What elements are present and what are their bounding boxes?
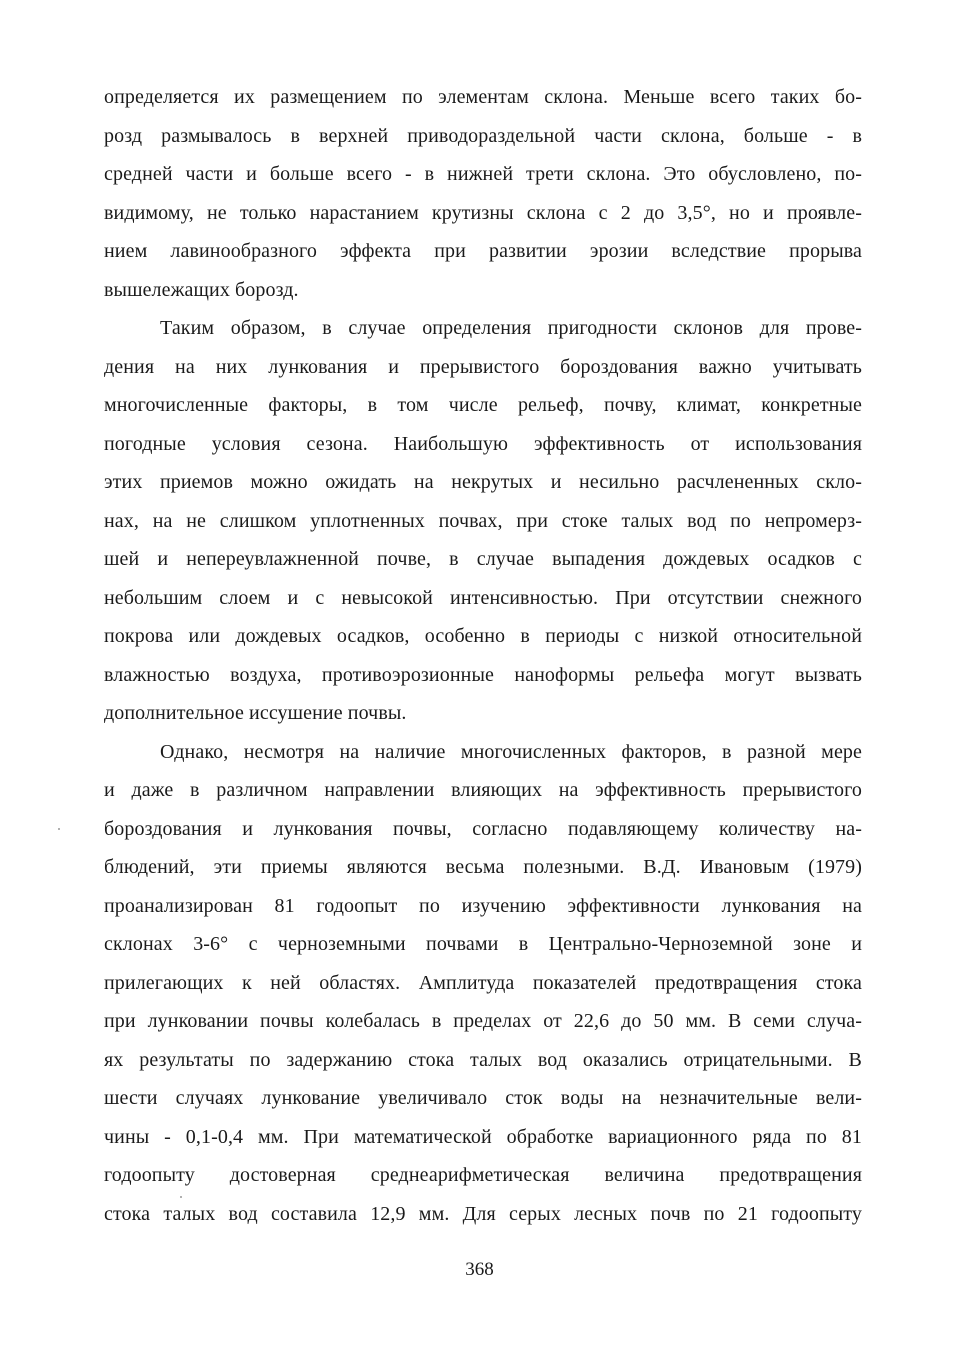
text-line: определяется их размещением по элементам склона. Меньше всего таких бо- — [104, 86, 862, 108]
text-line: видимому, не только нарастанием крутизны склона с 2 до 3,5°, но и проявле- — [104, 201, 862, 224]
paragraph — [104, 309, 862, 733]
text-line: Таким образом, в случае определения пригодности склонов для прове- — [160, 317, 862, 339]
paragraph — [104, 733, 862, 1234]
text-line: этих приемов можно ожидать на некрутых и несильно расчлененных скло- — [104, 471, 862, 493]
text-line: ях результаты по задержанию стока талых вод оказались отрицательными. В — [104, 1048, 862, 1071]
text-line: склонах 3-6° с черноземными почвами в Центрально-Черноземной зоне и — [104, 933, 862, 955]
text-line: влажностью воздуха, противоэрозионные наноформы рельефа могут вызвать — [104, 663, 862, 686]
text-line: покрова или дождевых осадков, особенно в периоды с низкой относительной — [104, 625, 862, 647]
scan-speck — [58, 828, 60, 830]
paragraph — [104, 78, 862, 309]
text-line: прилегающих к ней областях. Амплитуда показателей предотвращения стока — [104, 971, 862, 994]
text-line: многочисленные факторы, в том числе рельеф, почву, климат, конкретные — [104, 394, 862, 416]
text-line: чины - 0,1-0,4 мм. При математической обработке вариационного ряда по 81 — [104, 1125, 862, 1148]
text-line: блюдений, эти приемы являются весьма полезными. В.Д. Ивановым (1979) — [104, 856, 862, 878]
text-line: розд размывалось в верхней приводораздельной части склона, больше - в — [104, 124, 862, 147]
text-line: шести случаях лункование увеличивало сток воды на незначительные вели- — [104, 1087, 862, 1109]
text-line: шей и непереувлажненной почве, в случае выпадения дождевых осадков с — [104, 548, 862, 570]
text-line: погодные условия сезона. Наибольшую эффективность от использования — [104, 432, 862, 455]
scan-speck — [180, 1196, 182, 1198]
page-body — [104, 78, 862, 1233]
page-number: 368 — [465, 1259, 494, 1280]
text-line: нием лавинообразного эффекта при развитии эрозии вследствие прорыва — [104, 240, 862, 262]
text-line: при лунковании почвы колебалась в пределах от 22,6 до 50 мм. В семи случа- — [104, 1010, 862, 1032]
text-line: вышележащих борозд. — [104, 278, 299, 301]
text-line: стока талых вод составила 12,9 мм. Для серых лесных почв по 21 годоопыту — [104, 1202, 862, 1225]
text-line: годоопыту достоверная среднеарифметическая величина предотвращения — [104, 1164, 862, 1186]
text-line: бороздования и лункования почвы, согласно подавляющему количеству на- — [104, 817, 862, 840]
text-line: средней части и больше всего - в нижней трети склона. Это обусловлено, по- — [104, 163, 862, 185]
text-line: дения на них лункования и прерывистого бороздования важно учитывать — [104, 355, 862, 378]
text-line: нах, на не слишком уплотненных почвах, при стоке талых вод по непромерз- — [104, 509, 862, 532]
text-line: небольшим слоем и с невысокой интенсивностью. При отсутствии снежного — [104, 586, 862, 609]
text-line: проанализирован 81 годоопыт по изучению эффективности лункования на — [104, 894, 862, 917]
text-line: дополнительное иссушение почвы. — [104, 702, 407, 724]
text-line: Однако, несмотря на наличие многочисленных факторов, в разной мере — [160, 740, 862, 763]
text-line: и даже в различном направлении влияющих на эффективность прерывистого — [104, 779, 862, 801]
